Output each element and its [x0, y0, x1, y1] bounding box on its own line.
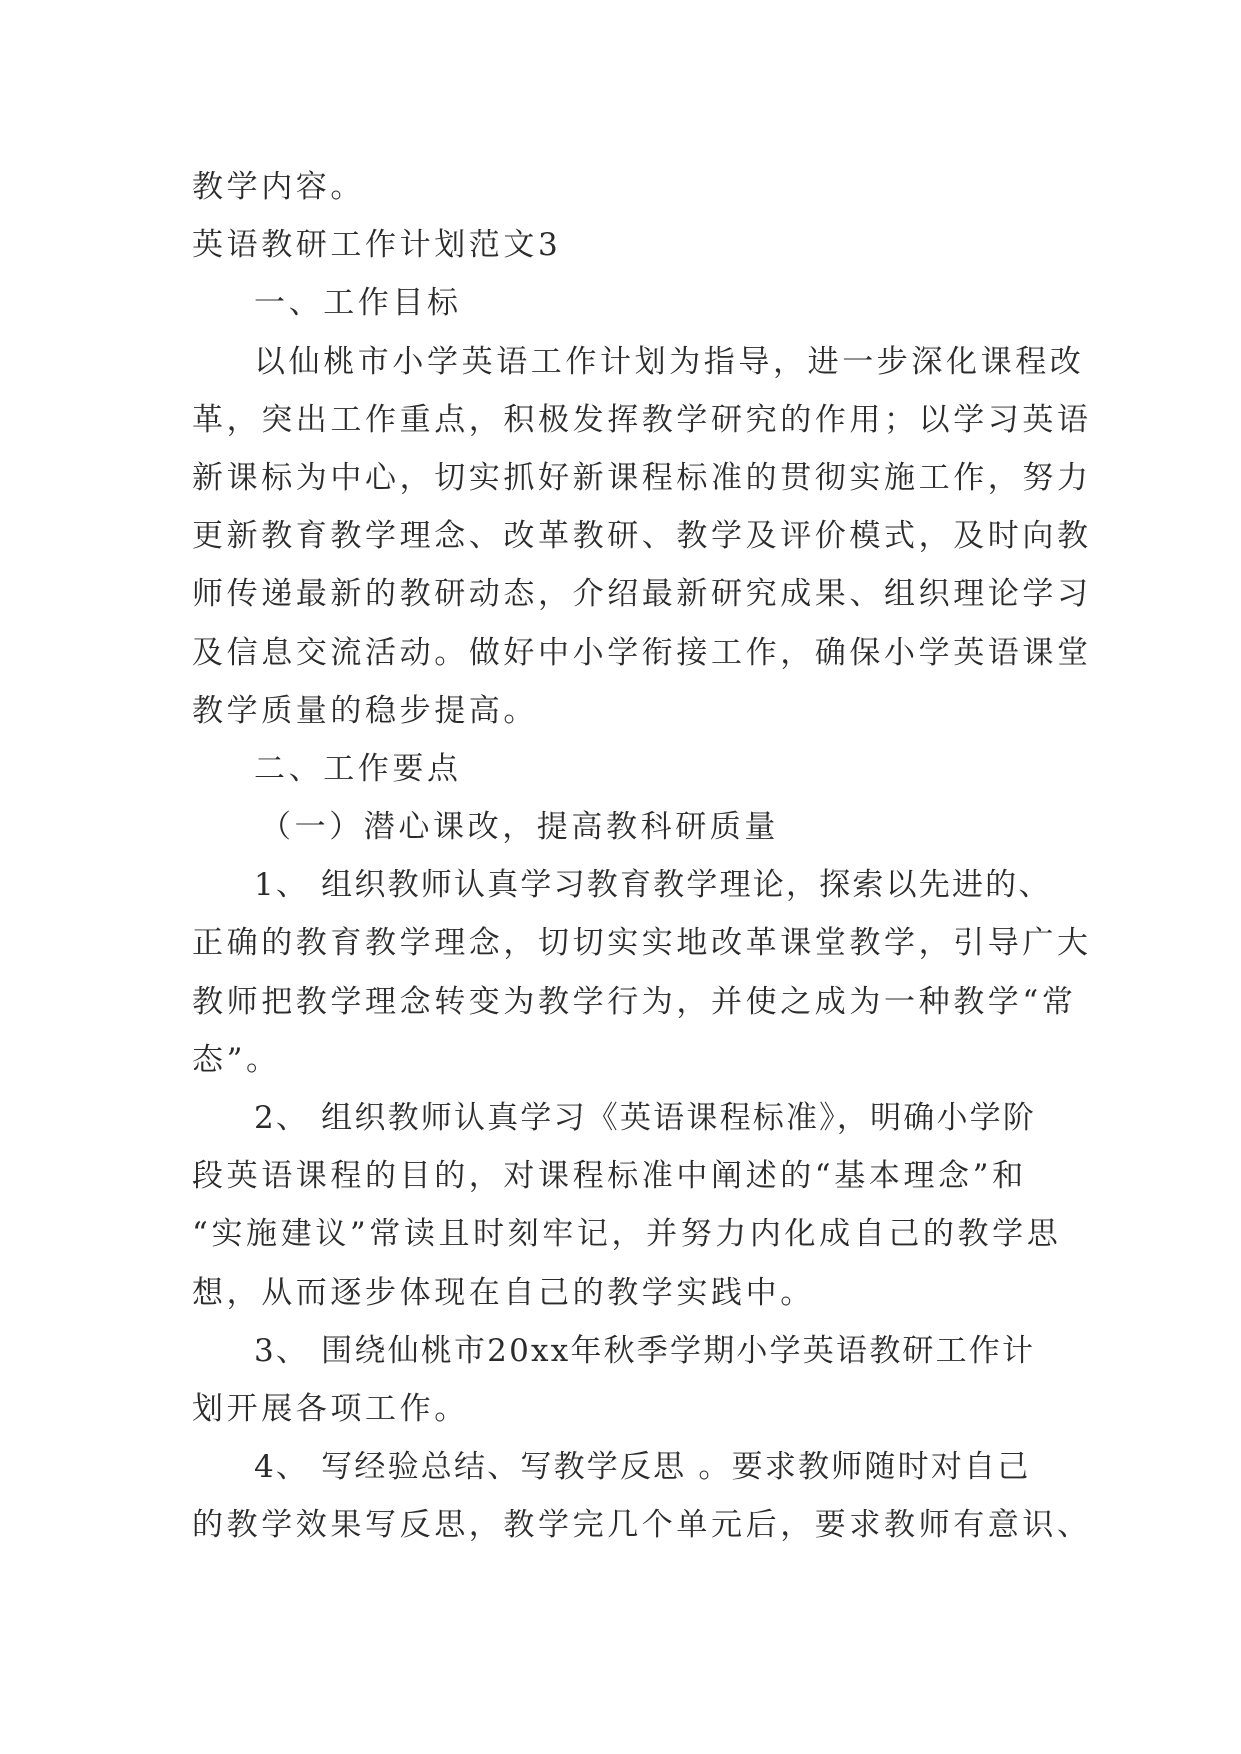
paragraph-line: 教学内容。 — [192, 169, 365, 205]
paragraph-line: 师传递最新的教研动态，介绍最新研究成果、组织理论学习 — [192, 576, 1092, 613]
paragraph-line: 以仙桃市小学英语工作计划为指导，进一步深化课程改 — [254, 343, 1085, 380]
paragraph-line: 更新教育教学理念、改革教研、教学及评价模式，及时向教 — [192, 518, 1092, 555]
paragraph-line: “实施建议”常读且时刻牢记，并努力内化成自己的教学思 — [192, 1216, 1062, 1253]
heading-work-goals: 一、工作目标 — [254, 285, 462, 322]
paragraph-line: 教学质量的稳步提高。 — [192, 692, 538, 729]
heading-work-points: 二、工作要点 — [254, 750, 462, 787]
paragraph-line: 的教学效果写反思，教学完几个单元后，要求教师有意识、 — [192, 1507, 1092, 1544]
list-item: 1、 组织教师认真学习教育教学理论，探索以先进的、 — [254, 867, 1052, 904]
paragraph-line: 及信息交流活动。做好中小学衔接工作，确保小学英语课堂 — [192, 634, 1092, 671]
paragraph-line: 新课标为中心，切实抓好新课程标准的贯彻实施工作，努力 — [192, 459, 1092, 496]
section-title: 英语教研工作计划范文3 — [192, 227, 562, 264]
list-item: 4、 写经验总结、写教学反思 。要求教师随时对自己 — [254, 1449, 1031, 1486]
list-item: 3、 围绕仙桃市20xx年秋季学期小学英语教研工作计 — [254, 1332, 1036, 1369]
paragraph-line: 教师把教学理念转变为教学行为，并使之成为一种教学“常 — [192, 983, 1077, 1020]
paragraph-line: 想，从而逐步体现在自己的教学实践中。 — [192, 1274, 815, 1311]
paragraph-line: 态”。 — [192, 1041, 281, 1078]
paragraph-line: 段英语课程的目的，对课程标准中阐述的“基本理念”和 — [192, 1158, 1027, 1195]
paragraph-line: 正确的教育教学理念，切切实实地改革课堂教学，引导广大 — [192, 925, 1092, 962]
list-item: 2、 组织教师认真学习《英语课程标准》，明确小学阶 — [254, 1100, 1037, 1136]
paragraph-line: 划开展各项工作。 — [192, 1390, 469, 1427]
paragraph-line: 革，突出工作重点，积极发挥教学研究的作用；以学习英语 — [192, 401, 1092, 438]
subheading: （一）潜心课改，提高教科研质量 — [260, 809, 779, 846]
